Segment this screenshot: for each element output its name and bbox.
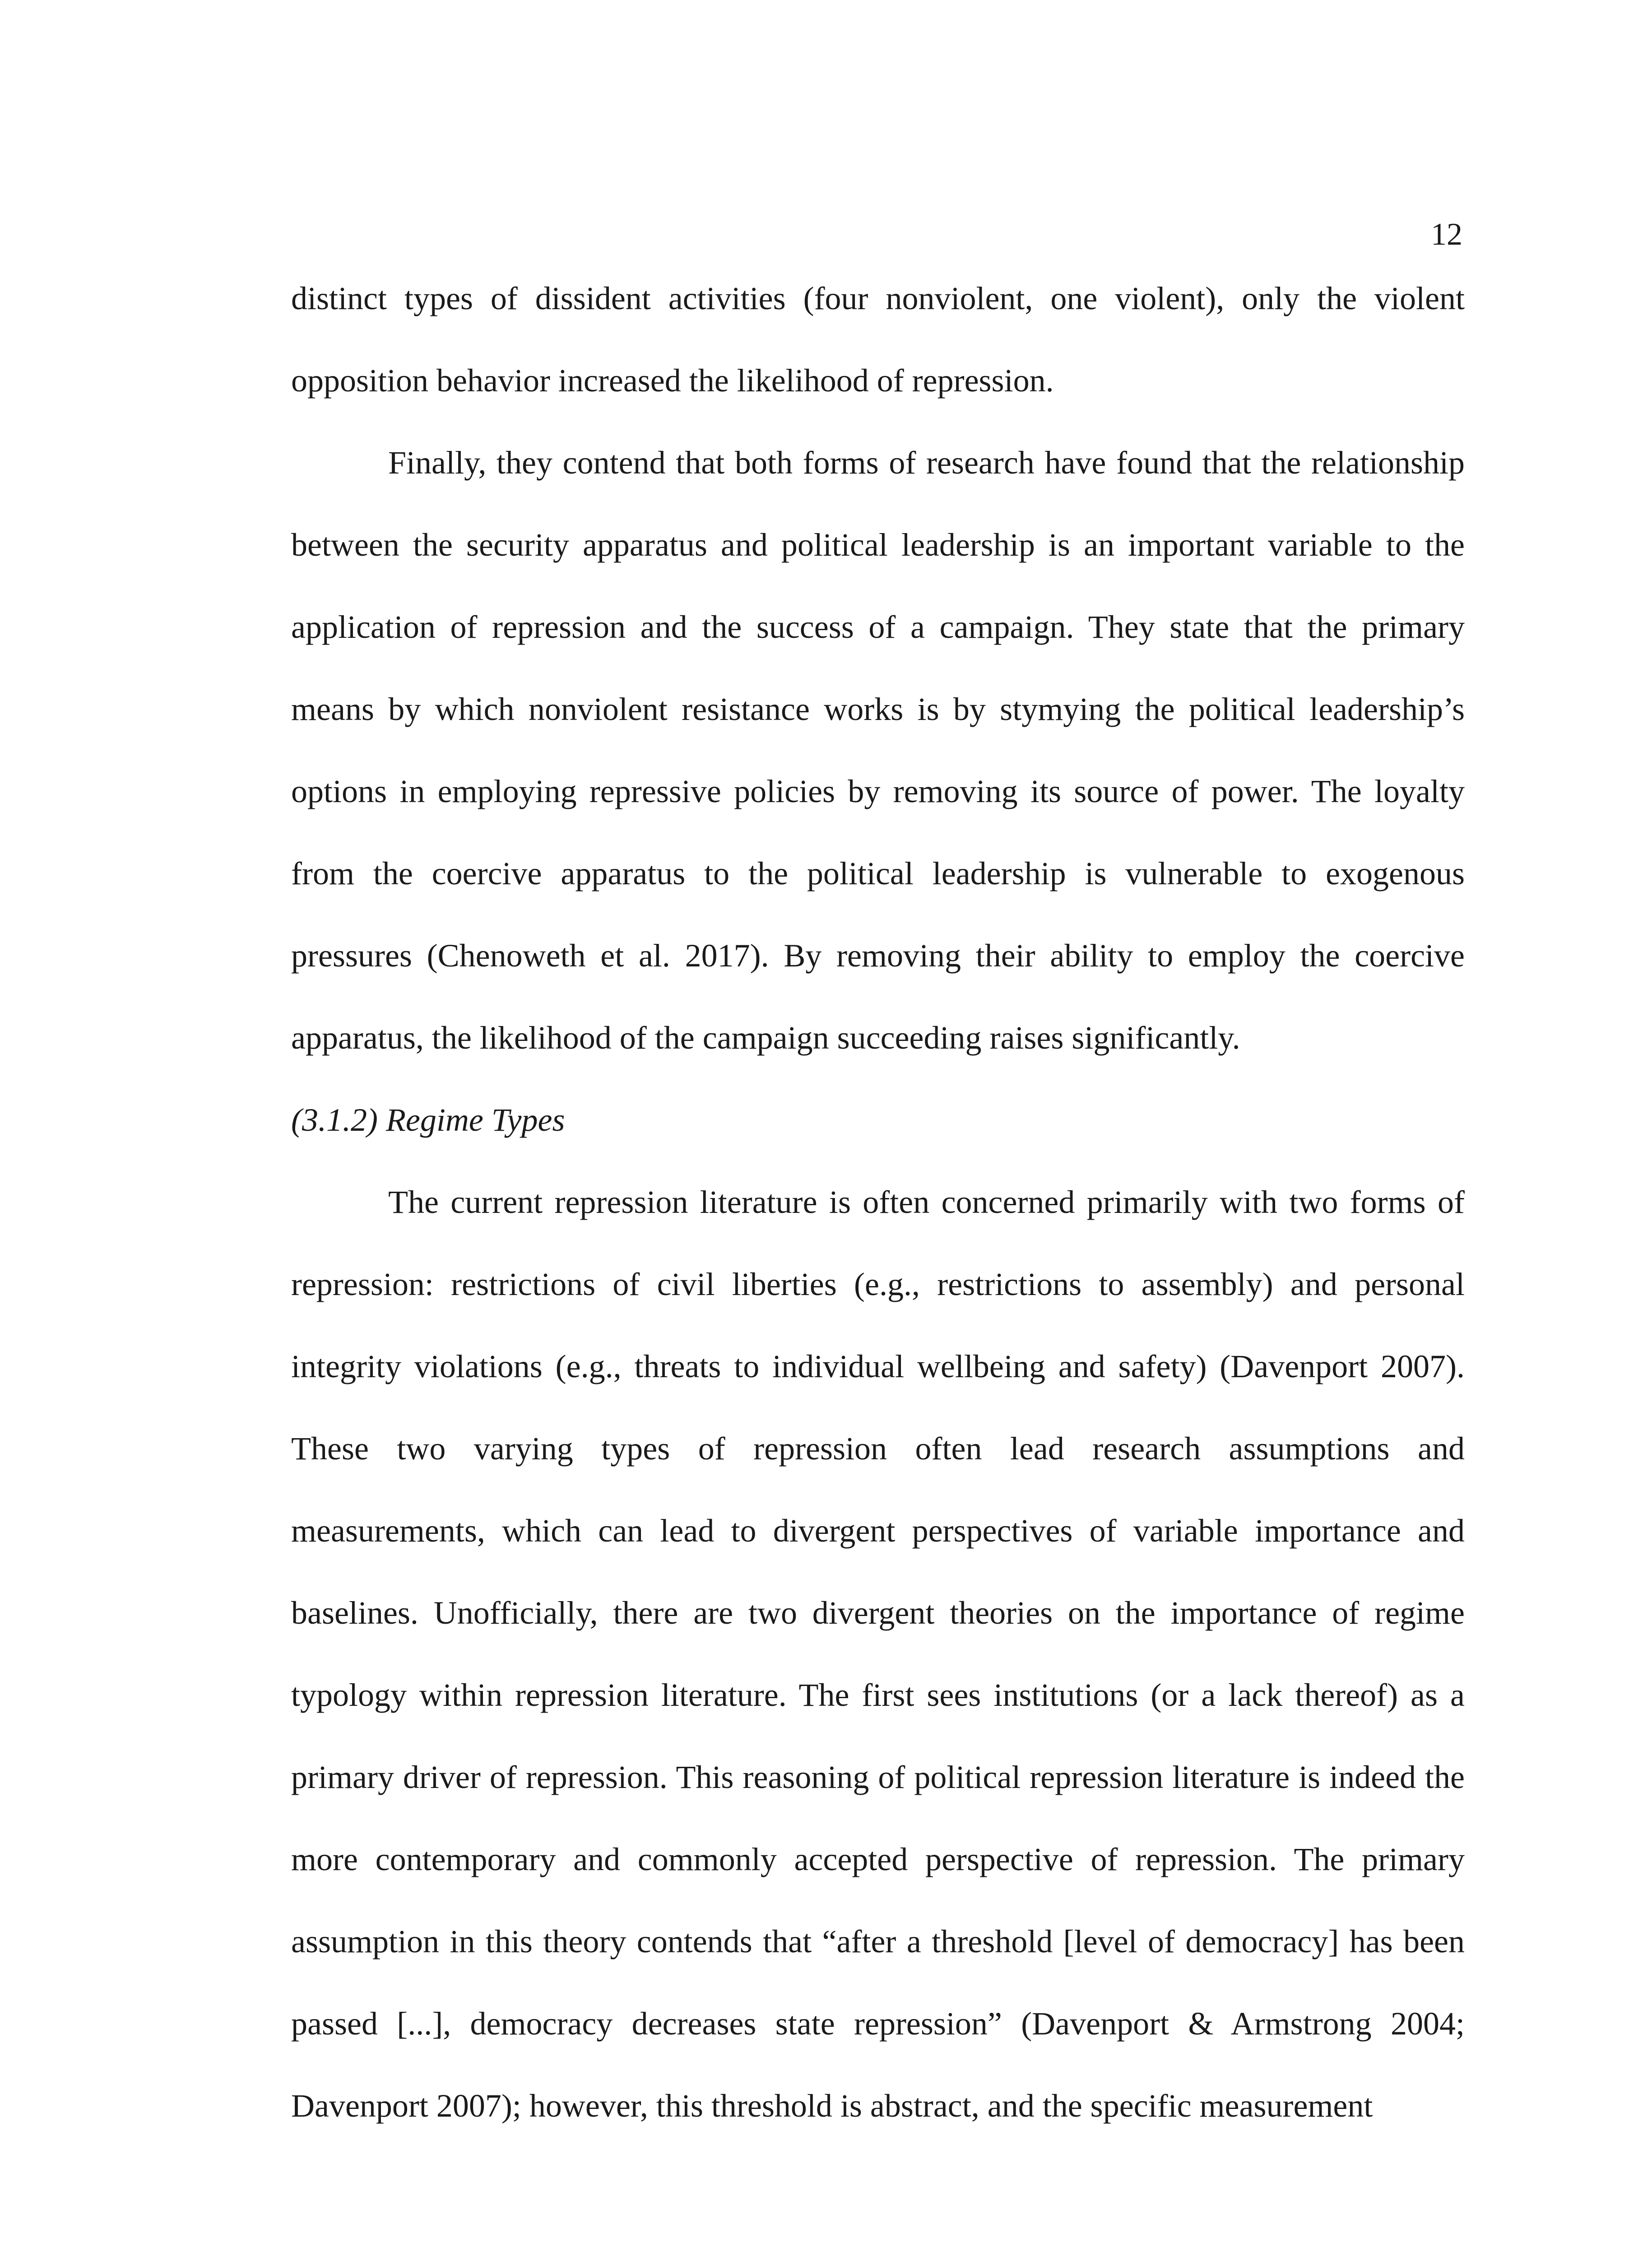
document-body (291, 257, 1465, 2147)
paragraph-regime-types: The current repression literature is often concerned primarily with two forms of repression: restrictions of civil liberties (e.g., restrictions to assembly) and personal integrity violations (e.g., threats to individual wellbeing and safety) (Davenport 2007). These two varying types of repression often lead research assumptions and measurements, which can lead to divergent perspectives of variable importance and baselines. Unofficially, there are two divergent theories on the importance of regime typology within repression literature. The first sees institutions (or a lack thereof) as a primary driver of repression. This reasoning of political repression literature is indeed the more contemporary and commonly accepted perspective of repression. The primary assumption in this theory contends that “after a threshold [level of democracy] has been passed [...], democracy decreases state repression” (Davenport & Armstrong 2004; Davenport 2007); however, this threshold is abstract, and the specific measurement (291, 1184, 1465, 2124)
paragraph-finally: Finally, they contend that both forms of research have found that the relationship between the security apparatus and political leadership is an important variable to the application of repression and the success of a campaign. They state that the primary means by which nonviolent resistance works is by stymying the political leadership’s options in employing repressive policies by removing its source of power. The loyalty from the coercive apparatus to the political leadership is vulnerable to exogenous pressures (Chenoweth et al. 2017). By removing their ability to employ the coercive apparatus, the likelihood of the campaign succeeding raises significantly. (291, 445, 1465, 1056)
paragraph-continuation: distinct types of dissident activities (four nonviolent, one violent), only the violent opposition behavior increased the likelihood of repression. (291, 280, 1465, 399)
page-number: 12 (1431, 217, 1462, 252)
section-heading: (3.1.2) Regime Types (291, 1102, 565, 1138)
